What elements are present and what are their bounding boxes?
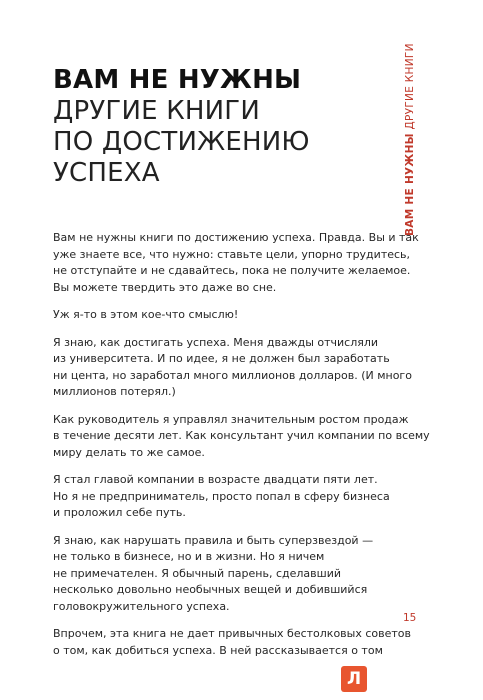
- chapter-heading-line-2: ДРУГИЕ КНИГИ: [53, 96, 260, 126]
- text-line: не примечателен. Я обычный парень, сделавший: [53, 566, 341, 580]
- running-header: [402, 36, 418, 236]
- text-line: Вам не нужны книги по достижению успеха. Правда. Вы и так: [53, 231, 419, 244]
- publisher-logo-icon: [341, 666, 367, 692]
- chapter-heading-bold-line: ВАМ НЕ НУЖНЫ: [53, 65, 302, 95]
- text-line: Но я не предприниматель, просто попал в сферу бизнеса: [53, 489, 390, 503]
- publisher-logo-glyph: Л: [346, 669, 362, 689]
- paragraph: [53, 335, 412, 401]
- text-line: несколько довольно необычных вещей и добившийся: [53, 583, 368, 596]
- chapter-heading-line-4: УСПЕХА: [53, 158, 160, 188]
- paragraph: [53, 230, 419, 296]
- paragraph: [53, 307, 398, 324]
- text-line: не только в бизнесе, но и в жизни. Но я ничем: [53, 550, 325, 563]
- running-header-bold: ВАМ НЕ НУЖНЫ: [404, 133, 416, 236]
- text-line: Я знаю, как нарушать правила и быть суперзвездой —: [53, 533, 374, 547]
- chapter-heading-line-3: ПО ДОСТИЖЕНИЮ: [53, 127, 310, 157]
- text-line: из университета. И по идее, я не должен был заработать: [53, 352, 390, 365]
- text-line: Впрочем, эта книга не дает привычных бестолковых советов: [53, 627, 412, 640]
- text-line: не отступайте и не сдавайтесь, пока не получите желаемое.: [53, 264, 411, 277]
- paragraph: [53, 626, 412, 659]
- paragraph: [53, 472, 398, 522]
- text-line: Как руководитель я управлял значительным ростом продаж: [53, 412, 409, 426]
- text-line: ни цента, но заработал много миллионов долларов. (И много: [53, 368, 412, 382]
- text-line: Уж я-то в этом кое-что смыслю!: [53, 308, 239, 321]
- paragraph: [53, 412, 430, 462]
- page-number: 15: [403, 612, 417, 624]
- text-line: головокружительного успеха.: [53, 599, 230, 613]
- text-line: Я знаю, как достигать успеха. Меня дважды отчисляли: [53, 335, 379, 349]
- text-line: Я стал главой компании в возрасте двадцати пяти лет.: [53, 473, 378, 486]
- chapter-heading: [53, 65, 393, 189]
- text-line: Вы можете твердить это даже во сне.: [53, 280, 277, 294]
- text-line: и проложил себе путь.: [53, 506, 186, 519]
- text-line: миру делать то же самое.: [53, 445, 205, 459]
- running-header-light: ДРУГИЕ КНИГИ: [404, 43, 416, 134]
- text-line: в течение десяти лет. Как консультант учил компании по всему: [53, 429, 430, 442]
- paragraph: [53, 533, 398, 616]
- text-line: уже знаете все, что нужно: ставьте цели, упорно трудитесь,: [53, 247, 411, 261]
- text-line: миллионов потерял.): [53, 385, 176, 398]
- text-line: о том, как добиться успеха. В ней рассказывается о том: [53, 643, 383, 657]
